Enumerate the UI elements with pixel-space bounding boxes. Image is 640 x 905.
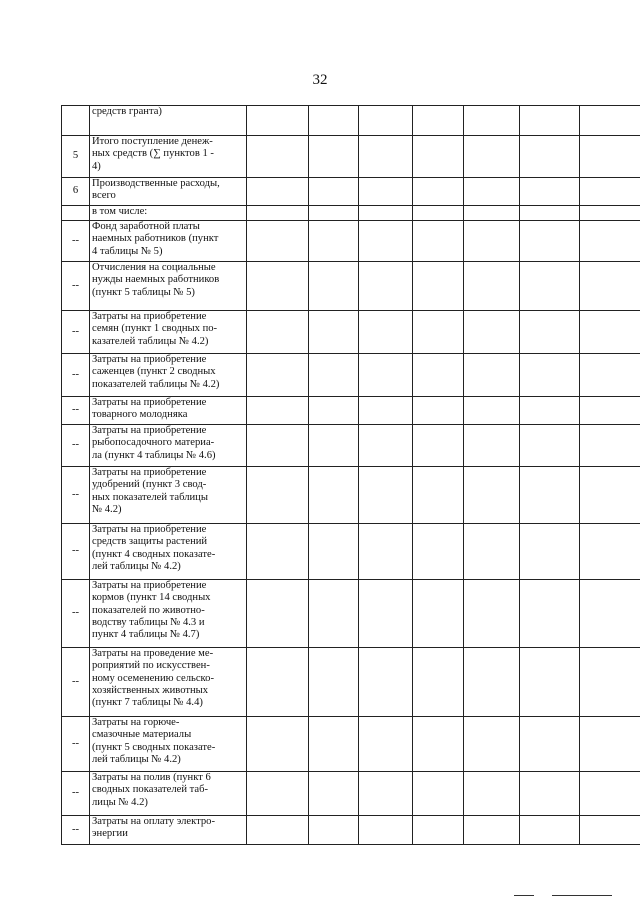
row-label-cell: Затраты на оплату электро- энергии <box>90 816 247 845</box>
row-label-cell: Затраты на горюче- смазочные материалы (пункт 5 сводных показате- лей таблицы № 4.2) <box>90 717 247 772</box>
empty-value-cell <box>520 136 580 178</box>
empty-value-cell <box>580 311 640 354</box>
table-row <box>62 311 640 354</box>
empty-value-cell <box>359 262 413 311</box>
empty-value-cell <box>413 106 464 136</box>
empty-value-cell <box>413 648 464 717</box>
row-number-cell: -- <box>62 467 90 524</box>
empty-value-cell <box>359 136 413 178</box>
empty-value-cell <box>309 580 359 648</box>
table-row <box>62 648 640 717</box>
row-number-cell: -- <box>62 524 90 580</box>
empty-value-cell <box>520 262 580 311</box>
row-number-cell: -- <box>62 772 90 816</box>
row-label-cell: Затраты на приобретение кормов (пункт 14 сводных показателей по животно- водству таблицы № 4.3 и пункт 4 таблицы № 4.7) <box>90 580 247 648</box>
empty-value-cell <box>580 772 640 816</box>
row-number-cell: -- <box>62 648 90 717</box>
empty-value-cell <box>247 106 309 136</box>
table-row <box>62 106 640 136</box>
empty-value-cell <box>247 580 309 648</box>
empty-value-cell <box>309 206 359 221</box>
empty-value-cell <box>520 178 580 206</box>
row-number-cell: -- <box>62 425 90 467</box>
table-row <box>62 772 640 816</box>
empty-value-cell <box>580 717 640 772</box>
empty-value-cell <box>464 816 520 845</box>
row-number-cell: -- <box>62 816 90 845</box>
row-label-cell: Затраты на проведение ме- роприятий по искусствен- ному осеменению сельско- хозяйственных животных (пункт 7 таблицы № 4.4) <box>90 648 247 717</box>
empty-value-cell <box>520 206 580 221</box>
empty-value-cell <box>359 397 413 425</box>
empty-value-cell <box>309 717 359 772</box>
empty-value-cell <box>520 648 580 717</box>
empty-value-cell <box>309 136 359 178</box>
table-row <box>62 717 640 772</box>
empty-value-cell <box>464 717 520 772</box>
empty-value-cell <box>247 467 309 524</box>
empty-value-cell <box>359 580 413 648</box>
row-number-cell: -- <box>62 354 90 397</box>
empty-value-cell <box>580 467 640 524</box>
empty-value-cell <box>359 354 413 397</box>
empty-value-cell <box>309 524 359 580</box>
row-label-cell: Фонд заработной платы наемных работников (пункт 4 таблицы № 5) <box>90 221 247 262</box>
empty-value-cell <box>247 221 309 262</box>
row-number-cell <box>62 106 90 136</box>
empty-value-cell <box>247 354 309 397</box>
empty-value-cell <box>464 648 520 717</box>
empty-value-cell <box>413 178 464 206</box>
empty-value-cell <box>247 425 309 467</box>
empty-value-cell <box>464 397 520 425</box>
empty-value-cell <box>520 425 580 467</box>
empty-value-cell <box>309 262 359 311</box>
empty-value-cell <box>359 524 413 580</box>
empty-value-cell <box>520 221 580 262</box>
row-number-cell <box>62 206 90 221</box>
row-label-cell: Итого поступление денеж- ных средств (∑ пунктов 1 - 4) <box>90 136 247 178</box>
empty-value-cell <box>464 772 520 816</box>
table-row <box>62 816 640 845</box>
table-row <box>62 221 640 262</box>
grant-expenses-table <box>61 105 640 845</box>
empty-value-cell <box>413 425 464 467</box>
empty-value-cell <box>309 816 359 845</box>
row-label-cell: Затраты на приобретение средств защиты растений (пункт 4 сводных показате- лей таблицы № 4.2) <box>90 524 247 580</box>
empty-value-cell <box>309 106 359 136</box>
empty-value-cell <box>464 580 520 648</box>
empty-value-cell <box>580 397 640 425</box>
empty-value-cell <box>413 262 464 311</box>
empty-value-cell <box>413 467 464 524</box>
empty-value-cell <box>247 206 309 221</box>
empty-value-cell <box>359 425 413 467</box>
empty-value-cell <box>309 354 359 397</box>
empty-value-cell <box>520 816 580 845</box>
empty-value-cell <box>520 397 580 425</box>
empty-value-cell <box>464 354 520 397</box>
empty-value-cell <box>413 136 464 178</box>
row-label-cell: Затраты на приобретение семян (пункт 1 сводных по- казателей таблицы № 4.2) <box>90 311 247 354</box>
empty-value-cell <box>309 397 359 425</box>
empty-value-cell <box>413 580 464 648</box>
table-row <box>62 580 640 648</box>
footer-rule-right <box>552 895 612 896</box>
row-label-cell: Производственные расходы, всего <box>90 178 247 206</box>
page-number: 32 <box>312 72 328 88</box>
empty-value-cell <box>413 717 464 772</box>
empty-value-cell <box>247 816 309 845</box>
empty-value-cell <box>464 206 520 221</box>
row-number-cell: -- <box>62 717 90 772</box>
empty-value-cell <box>413 221 464 262</box>
empty-value-cell <box>359 467 413 524</box>
empty-value-cell <box>359 221 413 262</box>
empty-value-cell <box>520 311 580 354</box>
empty-value-cell <box>247 717 309 772</box>
empty-value-cell <box>247 178 309 206</box>
row-label-cell: средств гранта) <box>90 106 247 136</box>
row-number-cell: -- <box>62 221 90 262</box>
empty-value-cell <box>520 524 580 580</box>
empty-value-cell <box>464 106 520 136</box>
empty-value-cell <box>464 524 520 580</box>
table-row <box>62 354 640 397</box>
row-label-cell: Затраты на приобретение саженцев (пункт 2 сводных показателей таблицы № 4.2) <box>90 354 247 397</box>
row-number-cell: -- <box>62 580 90 648</box>
empty-value-cell <box>464 467 520 524</box>
table-row <box>62 397 640 425</box>
empty-value-cell <box>359 772 413 816</box>
empty-value-cell <box>247 397 309 425</box>
empty-value-cell <box>580 580 640 648</box>
row-label-cell: Затраты на приобретение рыбопосадочного материа- ла (пункт 4 таблицы № 4.6) <box>90 425 247 467</box>
empty-value-cell <box>413 397 464 425</box>
row-number-cell: -- <box>62 262 90 311</box>
row-label-cell: Затраты на приобретение удобрений (пункт 3 свод- ных показателей таблицы № 4.2) <box>90 467 247 524</box>
table-row <box>62 524 640 580</box>
row-number-cell: 6 <box>62 178 90 206</box>
empty-value-cell <box>413 524 464 580</box>
table-row <box>62 425 640 467</box>
row-label-cell: Затраты на полив (пункт 6 сводных показателей таб- лицы № 4.2) <box>90 772 247 816</box>
row-label-cell: в том числе: <box>90 206 247 221</box>
empty-value-cell <box>464 311 520 354</box>
empty-value-cell <box>520 354 580 397</box>
empty-value-cell <box>359 816 413 845</box>
row-number-cell: 5 <box>62 136 90 178</box>
empty-value-cell <box>580 106 640 136</box>
empty-value-cell <box>464 425 520 467</box>
empty-value-cell <box>580 206 640 221</box>
empty-value-cell <box>580 221 640 262</box>
empty-value-cell <box>580 816 640 845</box>
empty-value-cell <box>413 206 464 221</box>
empty-value-cell <box>359 717 413 772</box>
empty-value-cell <box>359 311 413 354</box>
empty-value-cell <box>359 178 413 206</box>
empty-value-cell <box>309 772 359 816</box>
empty-value-cell <box>580 425 640 467</box>
empty-value-cell <box>309 425 359 467</box>
empty-value-cell <box>247 772 309 816</box>
empty-value-cell <box>580 178 640 206</box>
row-number-cell: -- <box>62 397 90 425</box>
empty-value-cell <box>520 580 580 648</box>
empty-value-cell <box>464 221 520 262</box>
empty-value-cell <box>413 311 464 354</box>
table-row <box>62 467 640 524</box>
empty-value-cell <box>309 311 359 354</box>
table-row <box>62 136 640 178</box>
empty-value-cell <box>247 136 309 178</box>
empty-value-cell <box>520 717 580 772</box>
empty-value-cell <box>580 354 640 397</box>
empty-value-cell <box>247 648 309 717</box>
empty-value-cell <box>580 524 640 580</box>
empty-value-cell <box>520 772 580 816</box>
row-label-cell: Отчисления на социальные нужды наемных работников (пункт 5 таблицы № 5) <box>90 262 247 311</box>
empty-value-cell <box>413 354 464 397</box>
empty-value-cell <box>309 467 359 524</box>
empty-value-cell <box>247 524 309 580</box>
row-number-cell: -- <box>62 311 90 354</box>
empty-value-cell <box>247 311 309 354</box>
empty-value-cell <box>520 467 580 524</box>
empty-value-cell <box>464 136 520 178</box>
empty-value-cell <box>359 106 413 136</box>
empty-value-cell <box>464 262 520 311</box>
table-row <box>62 206 640 221</box>
empty-value-cell <box>359 206 413 221</box>
table-row <box>62 262 640 311</box>
empty-value-cell <box>413 772 464 816</box>
empty-value-cell <box>520 106 580 136</box>
empty-value-cell <box>580 136 640 178</box>
empty-value-cell <box>247 262 309 311</box>
empty-value-cell <box>580 262 640 311</box>
empty-value-cell <box>580 648 640 717</box>
empty-value-cell <box>309 221 359 262</box>
empty-value-cell <box>359 648 413 717</box>
empty-value-cell <box>413 816 464 845</box>
empty-value-cell <box>309 648 359 717</box>
footer-rule-left <box>514 895 534 896</box>
empty-value-cell <box>464 178 520 206</box>
empty-value-cell <box>309 178 359 206</box>
row-label-cell: Затраты на приобретение товарного молодняка <box>90 397 247 425</box>
table-row <box>62 178 640 206</box>
